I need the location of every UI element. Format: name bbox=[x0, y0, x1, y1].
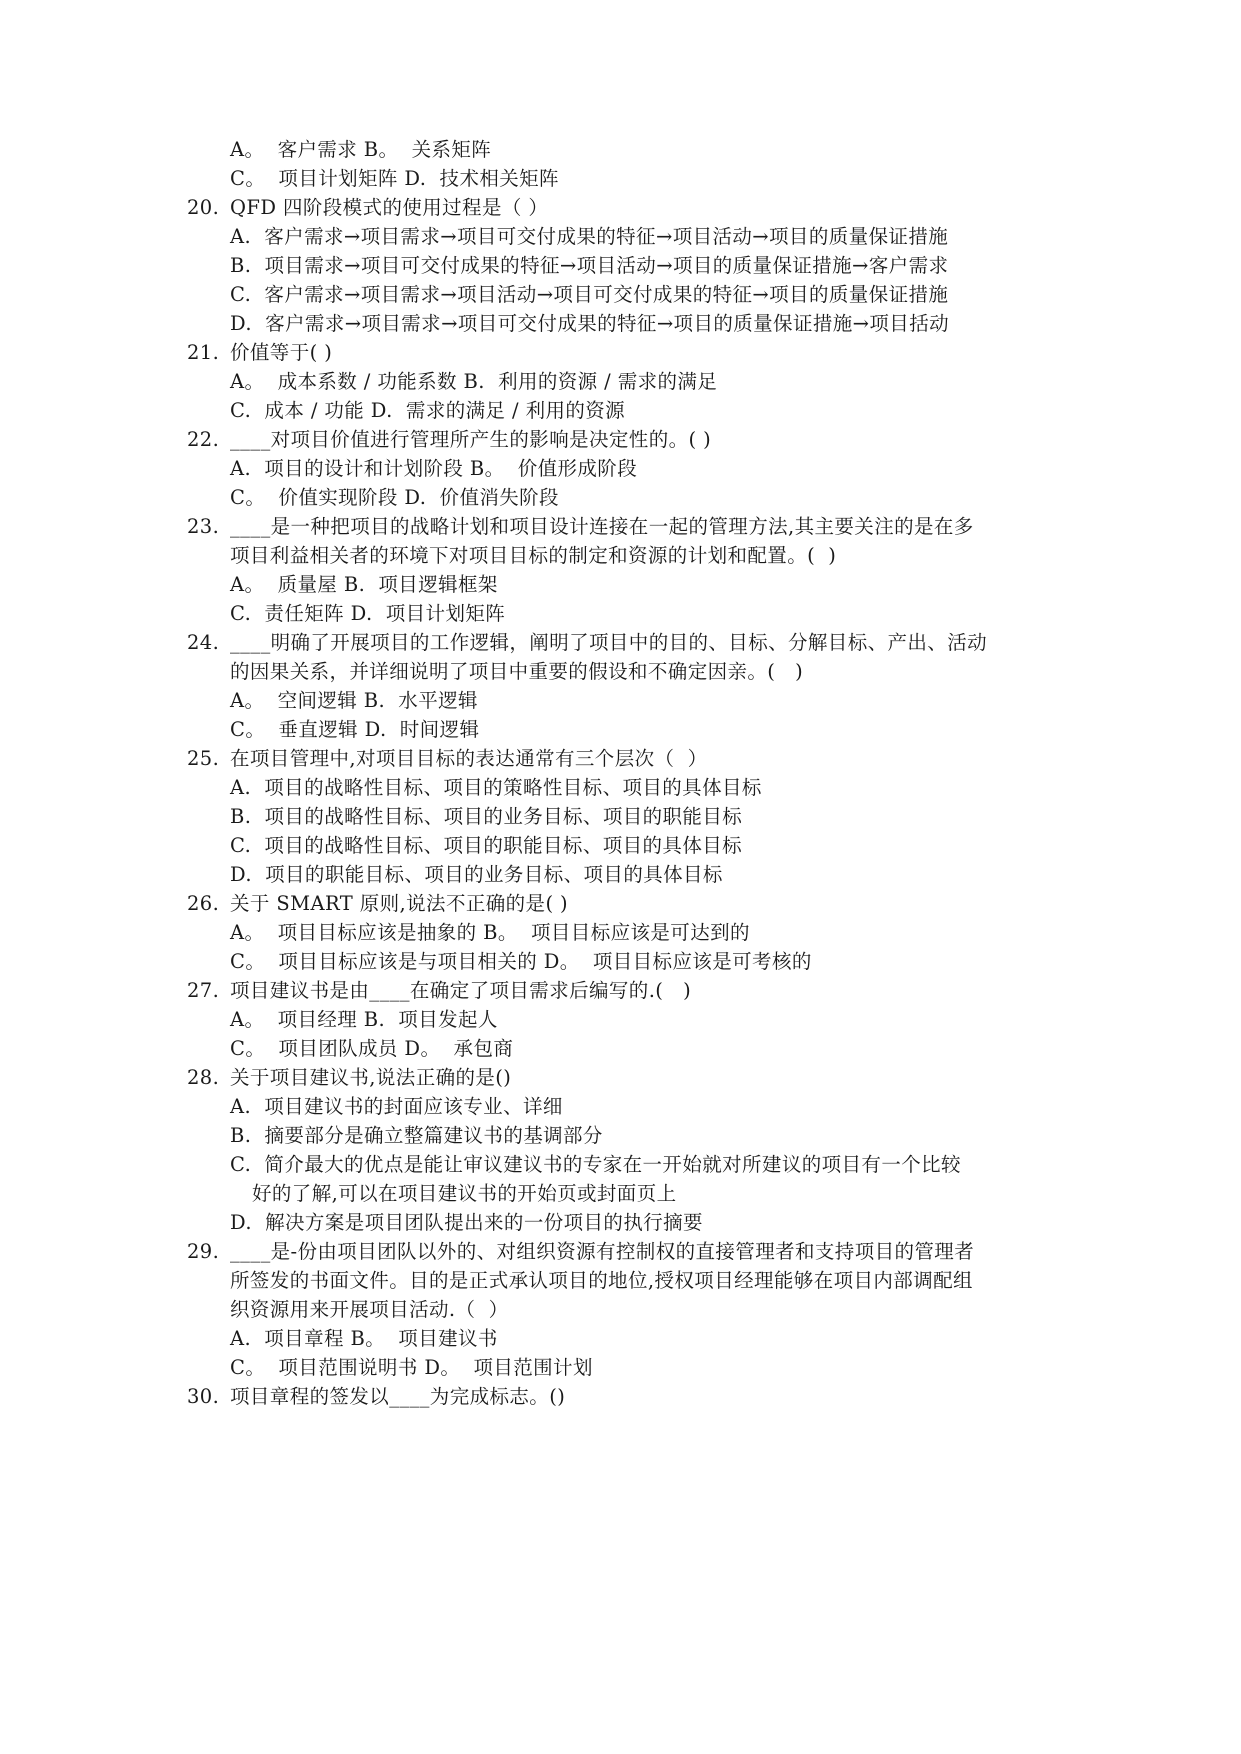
question-number: 30. bbox=[187, 1385, 220, 1408]
question-stem: ____对项目价值进行管理所产生的影响是决定性的。( ) bbox=[230, 428, 712, 451]
question-stem: 价值等于( ) bbox=[230, 341, 333, 364]
question-stem-continued: 项目利益相关者的环境下对项目目标的制定和资源的计划和配置。( ) bbox=[230, 544, 837, 567]
option-line: C。 项目团队成员 D。 承包商 bbox=[230, 1037, 514, 1060]
option-line: A。 项目目标应该是抽象的 B。 项目目标应该是可达到的 bbox=[230, 921, 750, 944]
option-line: C。 价值实现阶段 D. 价值消失阶段 bbox=[230, 486, 559, 509]
option-line: A. 项目建议书的封面应该专业、详细 bbox=[230, 1095, 563, 1118]
option-line: A. 项目的设计和计划阶段 B。 价值形成阶段 bbox=[230, 457, 638, 480]
option-line: C. 责任矩阵 D. 项目计划矩阵 bbox=[230, 602, 506, 625]
question-number: 22. bbox=[187, 428, 220, 451]
option-line: C。 项目计划矩阵 D. 技术相关矩阵 bbox=[230, 167, 559, 190]
question-stem-continued: 织资源用来开展项目活动.（ ） bbox=[230, 1298, 509, 1321]
question-stem: 项目建议书是由____在确定了项目需求后编写的.( ) bbox=[230, 979, 692, 1002]
question-stem: 关于 SMART 原则,说法不正确的是( ) bbox=[230, 892, 569, 915]
option-line: A. 项目的战略性目标、项目的策略性目标、项目的具体目标 bbox=[230, 776, 762, 799]
question-number: 21. bbox=[187, 341, 220, 364]
question-number: 29. bbox=[187, 1240, 220, 1263]
option-line: C。 项目范围说明书 D。 项目范围计划 bbox=[230, 1356, 593, 1379]
question-stem: ____是一种把项目的战略计划和项目设计连接在一起的管理方法,其主要关注的是在多 bbox=[230, 515, 974, 538]
option-line: C. 项目的战略性目标、项目的职能目标、项目的具体目标 bbox=[230, 834, 743, 857]
option-line: A。 空间逻辑 B. 水平逻辑 bbox=[230, 689, 478, 712]
question-stem: 关于项目建议书,说法正确的是() bbox=[230, 1066, 512, 1089]
option-line: D. 客户需求→项目需求→项目可交付成果的特征→项目的质量保证措施→项目括动 bbox=[230, 312, 949, 335]
question-number: 26. bbox=[187, 892, 220, 915]
question-stem: QFD 四阶段模式的使用过程是（ ） bbox=[230, 196, 549, 219]
option-line: D. 项目的职能目标、项目的业务目标、项目的具体目标 bbox=[230, 863, 723, 886]
question-stem-continued: 的因果关系，并详细说明了项目中重要的假设和不确定因亲。( ) bbox=[230, 660, 804, 683]
option-line: C. 简介最大的优点是能让审议建议书的专家在一开始就对所建议的项目有一个比较 bbox=[230, 1153, 961, 1176]
option-line: B. 摘要部分是确立整篇建议书的基调部分 bbox=[230, 1124, 603, 1147]
option-line: A。 客户需求 B。 关系矩阵 bbox=[230, 138, 492, 161]
question-stem: 在项目管理中,对项目目标的表达通常有三个层次（ ） bbox=[230, 747, 708, 770]
option-line: C. 客户需求→项目需求→项目活动→项目可交付成果的特征→项目的质量保证措施 bbox=[230, 283, 949, 306]
question-number: 20. bbox=[187, 196, 220, 219]
option-line: B. 项目的战略性目标、项目的业务目标、项目的职能目标 bbox=[230, 805, 743, 828]
option-line: A. 项目章程 B。 项目建议书 bbox=[230, 1327, 498, 1350]
question-stem: ____是-份由项目团队以外的、对组织资源有控制权的直接管理者和支持项目的管理者 bbox=[230, 1240, 975, 1263]
option-line: C. 成本 / 功能 D. 需求的满足 / 利用的资源 bbox=[230, 399, 626, 422]
option-line: A。 项目经理 B. 项目发起人 bbox=[230, 1008, 498, 1031]
question-stem: 项目章程的签发以____为完成标志。() bbox=[230, 1385, 566, 1408]
option-line: D. 解决方案是项目团队提出来的一份项目的执行摘要 bbox=[230, 1211, 703, 1234]
question-number: 23. bbox=[187, 515, 220, 538]
question-number: 24. bbox=[187, 631, 220, 654]
option-line-continued: 好的了解,可以在项目建议书的开始页或封面页上 bbox=[252, 1182, 677, 1205]
option-line: C。 项目目标应该是与项目相关的 D。 项目目标应该是可考核的 bbox=[230, 950, 812, 973]
option-line: A. 客户需求→项目需求→项目可交付成果的特征→项目活动→项目的质量保证措施 bbox=[230, 225, 949, 248]
question-number: 25. bbox=[187, 747, 220, 770]
option-line: B. 项目需求→项目可交付成果的特征→项目活动→项目的质量保证措施→客户需求 bbox=[230, 254, 949, 277]
question-number: 28. bbox=[187, 1066, 220, 1089]
option-line: C。 垂直逻辑 D. 时间逻辑 bbox=[230, 718, 480, 741]
question-number: 27. bbox=[187, 979, 220, 1002]
question-stem-continued: 所签发的书面文件。目的是正式承认项目的地位,授权项目经理能够在项目内部调配组 bbox=[230, 1269, 973, 1292]
question-stem: ____明确了开展项目的工作逻辑，阐明了项目中的目的、目标、分解目标、产出、活动 bbox=[230, 631, 988, 654]
option-line: A。 质量屋 B. 项目逻辑框架 bbox=[230, 573, 498, 596]
option-line: A。 成本系数 / 功能系数 B. 利用的资源 / 需求的满足 bbox=[230, 370, 718, 393]
